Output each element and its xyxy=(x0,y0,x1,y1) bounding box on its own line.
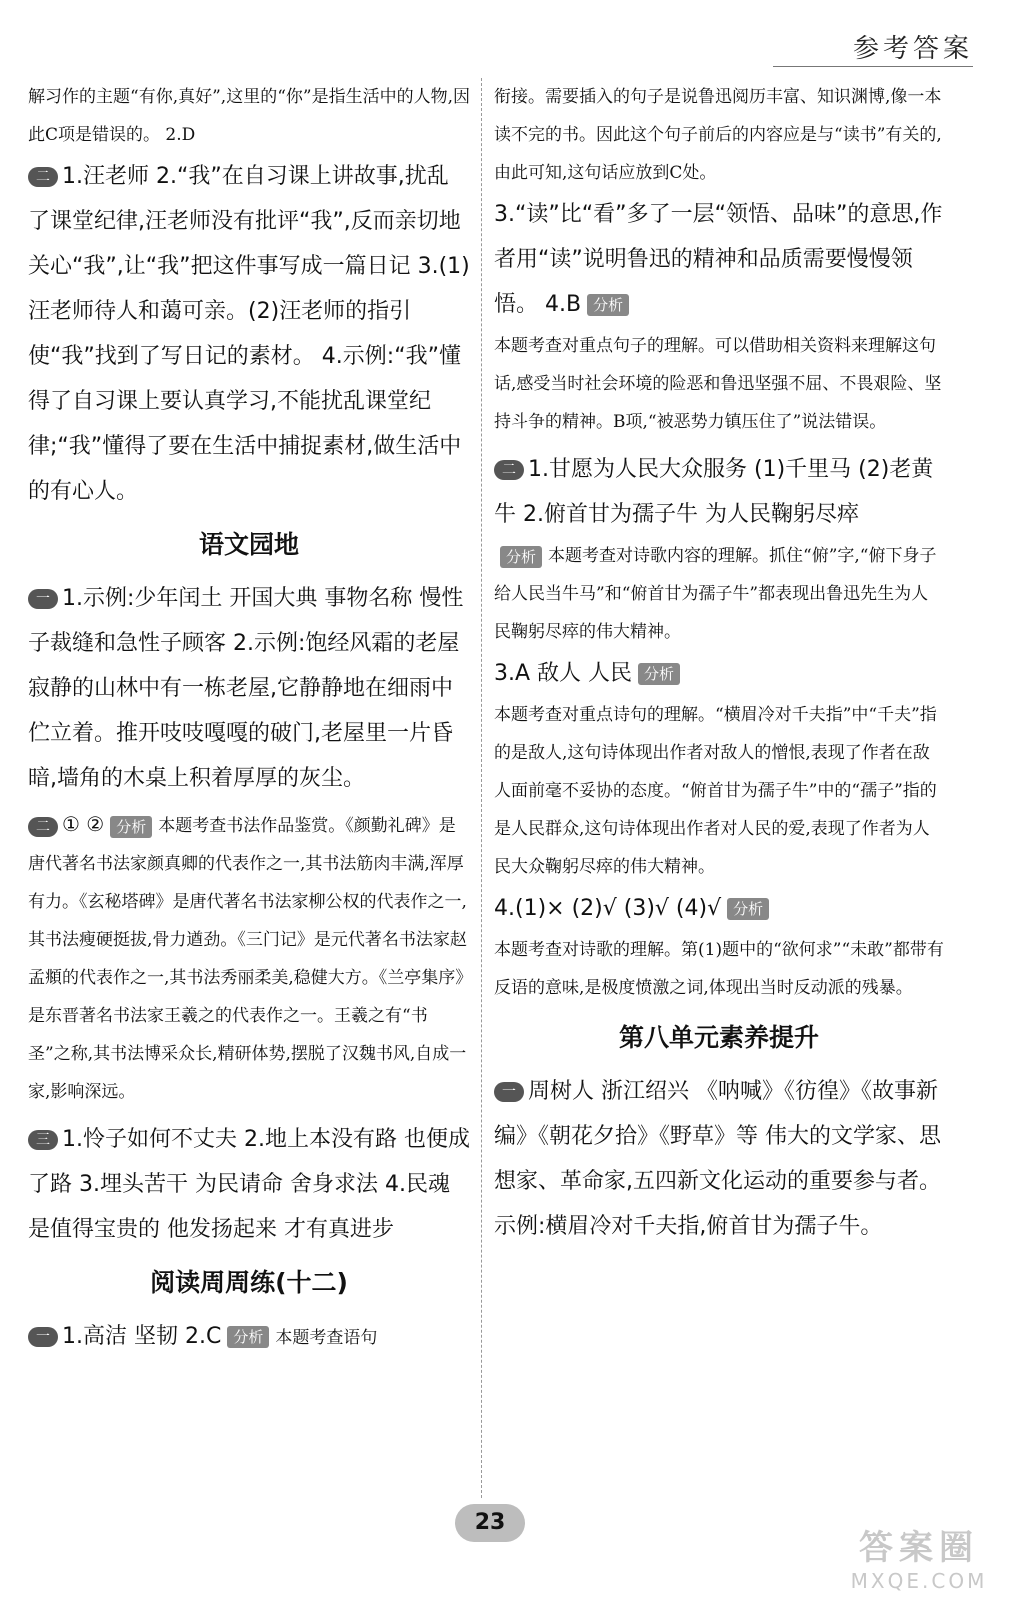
analysis-tag: 分析 xyxy=(110,816,152,838)
left-answer-3 xyxy=(28,576,470,801)
answer-text: ① ② xyxy=(62,812,105,836)
right-analysis-2: 本题考查对重点句子的理解。可以借助相关资料来理解这句话,感受当时社会环境的险恶和鲁迅坚强不屈、不畏艰险、坚持斗争的精神。B项,“被恶势力镇压住了”说法错误。 xyxy=(494,336,942,432)
analysis-text: 本题考查语句 xyxy=(275,1328,378,1348)
left-answer-4 xyxy=(28,805,470,1111)
answer-text: 3.“读”比“看”多了一层“领悟、品味”的意思,作者用“读”说明鲁迅的精神和品质需要慢慢领悟。 4.B xyxy=(494,202,943,317)
analysis-tag: 分析 xyxy=(227,1326,269,1348)
watermark-top: 答案圈 xyxy=(859,1528,979,1568)
analysis-tag: 分析 xyxy=(727,898,769,920)
section-marker: 二 xyxy=(28,817,58,837)
answer-text: 周树人 浙江绍兴 《呐喊》《彷徨》《故事新编》《朝花夕拾》《野草》等 伟大的文学家、思想家、革命家,五四新文化运动的重要参与者。 示例:横眉冷对千夫指,俯首甘为孺子牛。 xyxy=(494,1079,941,1239)
right-answer-4 xyxy=(494,651,944,696)
answer-text: 4.(1)× (2)√ (3)√ (4)√ xyxy=(494,896,722,921)
right-analysis-3 xyxy=(494,537,944,651)
left-answer-5 xyxy=(28,1117,470,1252)
answer-text: 1.示例:少年闰土 开国大典 事物名称 慢性子裁缝和急性子顾客 2.示例:饱经风霜的老屋 寂静的山林中有一栋老屋,它静静地在细雨中伫立着。推开吱吱嘎嘎的破门,老屋里一片昏暗,墙角的木桌上积着厚厚的灰尘。 xyxy=(28,586,464,791)
section-marker: 二 xyxy=(28,167,58,187)
left-answer-2 xyxy=(28,154,470,514)
watermark-logo xyxy=(829,1520,1009,1593)
analysis-text: 本题考查对诗歌内容的理解。抓住“俯”字,“俯下身子给人民当牛马”和“俯首甘为孺子牛”都表现出鲁迅先生为人民鞠躬尽瘁的伟大精神。 xyxy=(494,546,937,642)
right-answer-2 xyxy=(494,192,944,327)
section-title-reading-weekly: 阅读周周练(十二) xyxy=(150,1268,348,1297)
analysis-tag: 分析 xyxy=(500,546,542,568)
answer-text: 3.A 敌人 人民 xyxy=(494,661,633,686)
section-marker: 一 xyxy=(494,1082,524,1102)
section-marker: 二 xyxy=(494,460,524,480)
page-number: 23 xyxy=(455,1504,525,1542)
column-divider xyxy=(481,78,482,1498)
section-marker: 一 xyxy=(28,589,58,609)
answer-text: 1.怜子如何不丈夫 2.地上本没有路 也便成了路 3.埋头苦干 为民请命 舍身求法 4.民魂是值得宝贵的 他发扬起来 才有真进步 xyxy=(28,1127,470,1242)
answer-text: 1.汪老师 2.“我”在自习课上讲故事,扰乱了课堂纪律,汪老师没有批评“我”,反而亲切地关心“我”,让“我”把这件事写成一篇日记 3.(1)汪老师待人和蔼可亲。(2)汪老师的指引使“我”找到了写日记的素材。 4.示例:“我”懂得了自习课上要认真学习,不能扰乱课堂纪律;“我”懂得了要在生活中捕捉素材,做生活中的有心人。 xyxy=(28,164,470,504)
right-answer-6 xyxy=(494,1069,944,1249)
section-marker: 三 xyxy=(28,1130,58,1150)
right-analysis-4: 本题考查对重点诗句的理解。“横眉冷对千夫指”中“千夫”指的是敌人,这句诗体现出作者对敌人的憎恨,表现了作者在敌人面前毫不妥协的态度。“俯首甘为孺子牛”中的“孺子”指的是人民群众,这句诗体现出作者对人民的爱,表现了作者为人民大众鞠躬尽瘁的伟大精神。 xyxy=(494,705,937,877)
right-answer-3 xyxy=(494,447,944,537)
watermark-bottom: MXQE.COM xyxy=(850,1569,988,1593)
section-title-yuwen-yuandi: 语文园地 xyxy=(198,530,299,559)
left-answer-6 xyxy=(28,1314,470,1361)
right-answer-5 xyxy=(494,886,944,931)
section-marker: 一 xyxy=(28,1327,58,1347)
answer-text: 1.高洁 坚韧 2.C xyxy=(62,1324,222,1349)
left-paragraph-1: 解习作的主题“有你,真好”,这里的“你”是指生活中的人物,因此C项是错误的。 2.D xyxy=(28,87,470,145)
left-column xyxy=(28,78,470,1361)
right-analysis-5: 本题考查对诗歌的理解。第(1)题中的“欲何求”“未敢”都带有反语的意味,是极度愤激之词,体现出当时反动派的残暴。 xyxy=(494,940,944,998)
header-title: 参考答案 xyxy=(852,34,973,64)
analysis-text: 本题考查书法作品鉴赏。《颜勤礼碑》是唐代著名书法家颜真卿的代表作之一,其书法筋肉丰满,浑厚有力。《玄秘塔碑》是唐代著名书法家柳公权的代表作之一,其书法瘦硬挺拔,骨力遒劲。《三门记》是元代著名书法家赵孟頫的代表作之一,其书法秀丽柔美,稳健大方。《兰亭集序》是东晋著名书法家王羲之的代表作之一。王羲之有“书圣”之称,其书法博采众长,精研体势,摆脱了汉魏书风,自成一家,影响深远。 xyxy=(28,816,467,1102)
section-title-unit-eight: 第八单元素养提升 xyxy=(618,1023,819,1052)
right-column xyxy=(494,78,944,1249)
analysis-tag: 分析 xyxy=(638,663,680,685)
analysis-tag: 分析 xyxy=(587,294,629,316)
right-paragraph-1: 衔接。需要插入的句子是说鲁迅阅历丰富、知识渊博,像一本读不完的书。因此这个句子前后的内容应是与“读书”有关的,由此可知,这句话应放到C处。 xyxy=(494,87,942,183)
header-rule xyxy=(773,66,973,67)
answer-text: 1.甘愿为人民大众服务 (1)千里马 (2)老黄牛 2.俯首甘为孺子牛 为人民鞠躬尽瘁 xyxy=(494,457,934,527)
